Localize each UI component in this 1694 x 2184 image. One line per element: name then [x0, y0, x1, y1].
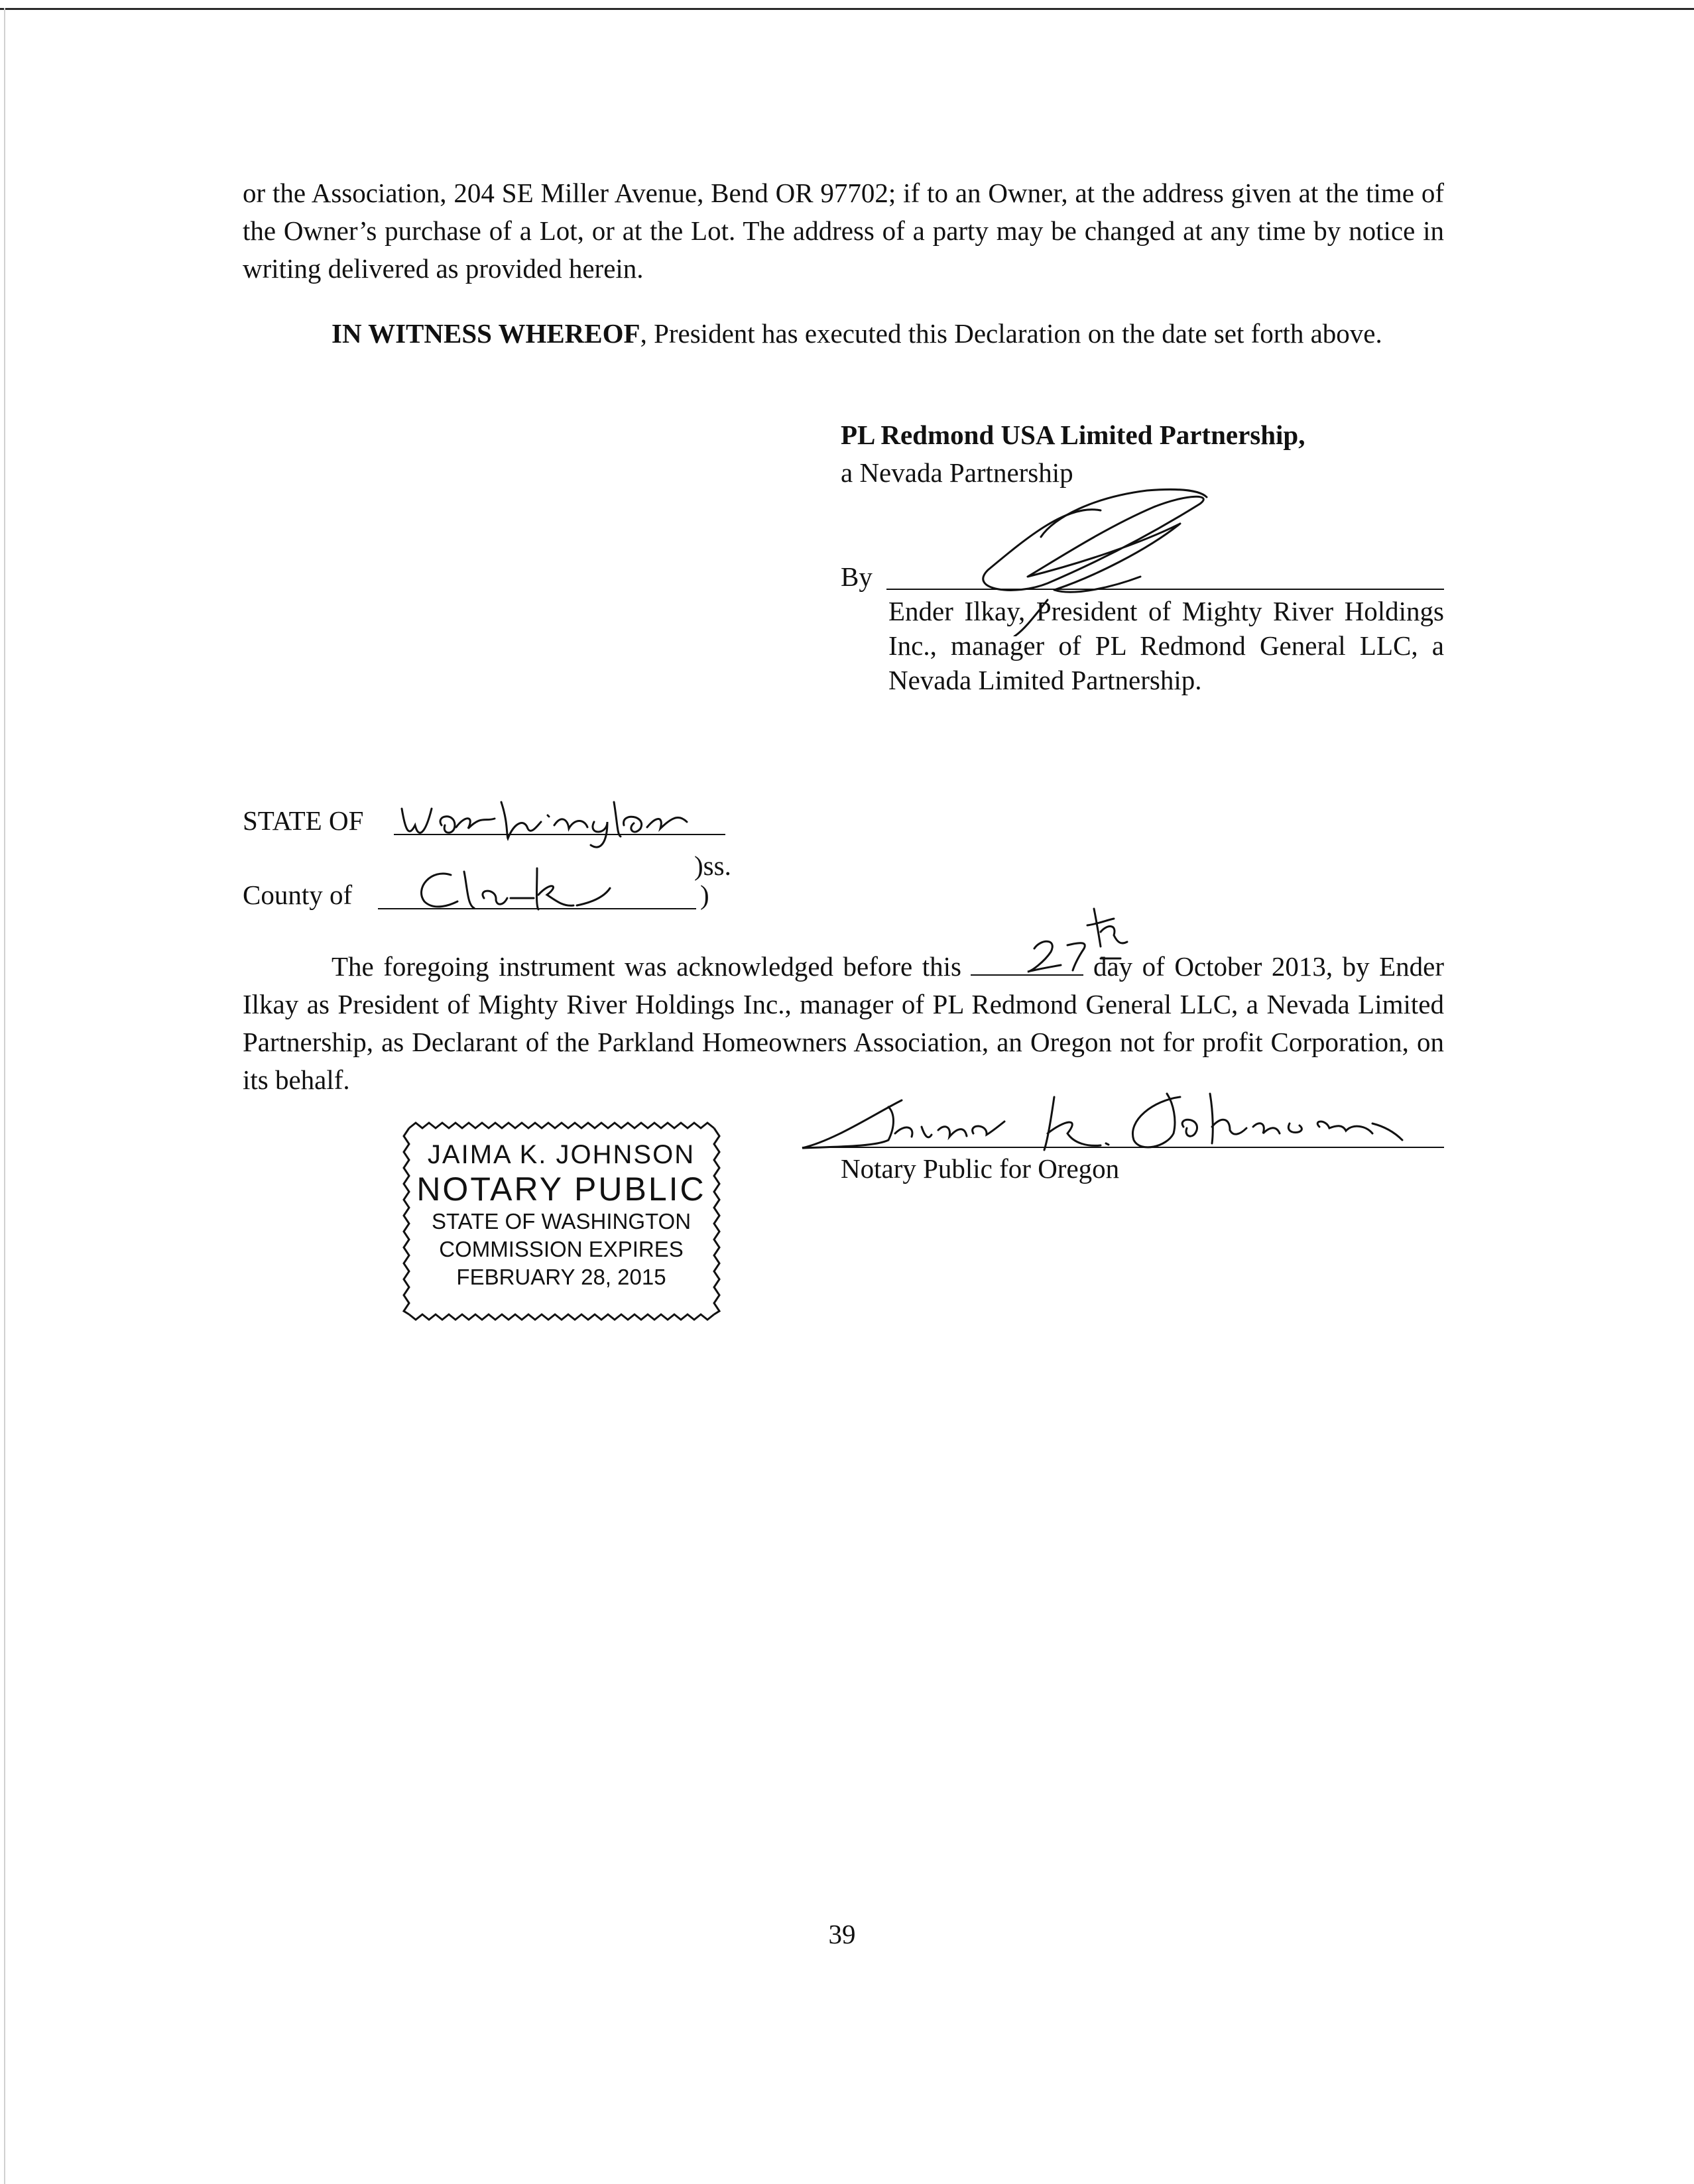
witness-paragraph [243, 315, 1444, 353]
notary-label: Notary Public for Oregon [841, 1153, 1120, 1184]
notary-signature [796, 1087, 1406, 1186]
witness-rest: , President has executed this Declaration on the date set forth above. [640, 318, 1382, 349]
ack-before-day: The foregoing instrument was acknowledged before this [332, 951, 961, 982]
day-handwriting [1021, 905, 1140, 978]
page-number: 39 [828, 1919, 856, 1949]
company-subtitle: a Nevada Partnership [841, 457, 1073, 488]
signer-description: Ender Ilkay, President of Mighty River Holdings Inc., manager of PL Redmond General LLC, a Nevada Limited Partnership. [888, 596, 1444, 695]
county-label: County of [243, 880, 353, 910]
stamp-commission: COMMISSION EXPIRES [439, 1237, 684, 1261]
ss-label: )ss. [694, 850, 731, 881]
acknowledgment-paragraph [243, 948, 1444, 1099]
company-name: PL Redmond USA Limited Partnership, [841, 420, 1305, 450]
notice-paragraph: or the Association, 204 SE Miller Avenue, Bend OR 97702; if to an Owner, at the address given at the time of the Owner’s purchase of a Lot, or at the Lot. The address of a party may be changed at any time by notice in writing delivered as provided herein. [243, 178, 1444, 284]
county-handwriting [411, 862, 623, 921]
stamp-title: NOTARY PUBLIC [416, 1171, 706, 1208]
scan-top-border [0, 8, 1694, 10]
witness-lead: IN WITNESS WHEREOF [332, 318, 640, 349]
president-signature [948, 464, 1227, 636]
by-label: By [841, 561, 873, 592]
state-handwriting [395, 789, 753, 848]
ack-after-day: day of October 2013, by Ender Ilkay as President of Mighty River Holdings Inc., manager of PL Redmond General LLC, a Nevada Limited Partnership, as Declarant of the Parkland Homeowners Association, an Oregon not for profit Corporation, on its behalf. [243, 951, 1445, 1095]
scan-left-border [4, 8, 5, 2184]
stamp-name: JAIMA K. JOHNSON [427, 1140, 696, 1169]
state-label: STATE OF [243, 805, 364, 836]
stamp-state: STATE OF WASHINGTON [431, 1209, 692, 1234]
county-paren: ) [700, 880, 709, 910]
stamp-expiry: FEBRUARY 28, 2015 [456, 1265, 666, 1289]
notary-stamp [400, 1139, 723, 1291]
